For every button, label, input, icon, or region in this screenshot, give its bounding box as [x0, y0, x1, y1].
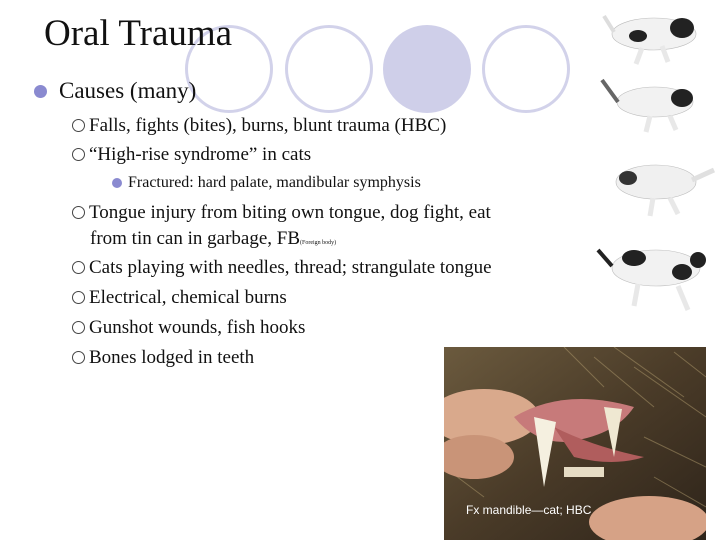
falling-cat-image: [592, 0, 720, 340]
decorative-circle-filled: [383, 25, 471, 113]
slide-title: Oral Trauma: [44, 13, 233, 54]
ring-bullet-icon: [72, 321, 85, 334]
sub-bullet-text: Cats playing with needles, thread; strangulate tongue: [89, 257, 492, 278]
continuation-text: from tin can in garbage, FB: [90, 228, 301, 249]
ring-bullet-icon: [72, 206, 85, 219]
ring-bullet-icon: [72, 351, 85, 364]
ring-bullet-icon: [72, 261, 85, 274]
sub-bullet: [72, 347, 254, 369]
foreign-body-note: (Foreign body): [300, 240, 337, 246]
ring-bullet-icon: [72, 291, 85, 304]
sub-bullet-continuation: [90, 228, 336, 250]
sub-bullet-text: Tongue injury from biting own tongue, dog fight, eat: [89, 202, 491, 223]
sub-bullet-text: Falls, fights (bites), burns, blunt trauma (HBC): [89, 115, 447, 136]
bullet-dot-icon: [34, 85, 47, 98]
sub-bullet-text: Gunshot wounds, fish hooks: [89, 317, 306, 338]
main-bullet: [34, 78, 196, 104]
sub-bullet: [72, 202, 491, 224]
sub-bullet: [72, 257, 492, 279]
ring-bullet-icon: [72, 148, 85, 161]
photo-caption: Fx mandible—cat; HBC: [466, 503, 592, 517]
sub-bullet-text: “High-rise syndrome” in cats: [89, 144, 312, 165]
sub-sub-bullet-text: Fractured: hard palate, mandibular symphysis: [128, 174, 421, 191]
sub-bullet-text: Electrical, chemical burns: [89, 287, 287, 308]
sub-bullet: [72, 317, 305, 339]
decorative-circle: [285, 25, 373, 113]
sub-bullet: [72, 287, 287, 309]
bullet-dot-icon: [112, 178, 122, 188]
ring-bullet-icon: [72, 119, 85, 132]
sub-sub-bullet: [112, 174, 421, 192]
decorative-circle: [482, 25, 570, 113]
main-bullet-text: Causes (many): [59, 78, 197, 103]
sub-bullet: [72, 144, 311, 166]
falling-cat-photo-sequence: [592, 0, 720, 340]
sub-bullet: [72, 115, 446, 137]
sub-bullet-text: Bones lodged in teeth: [89, 347, 255, 368]
